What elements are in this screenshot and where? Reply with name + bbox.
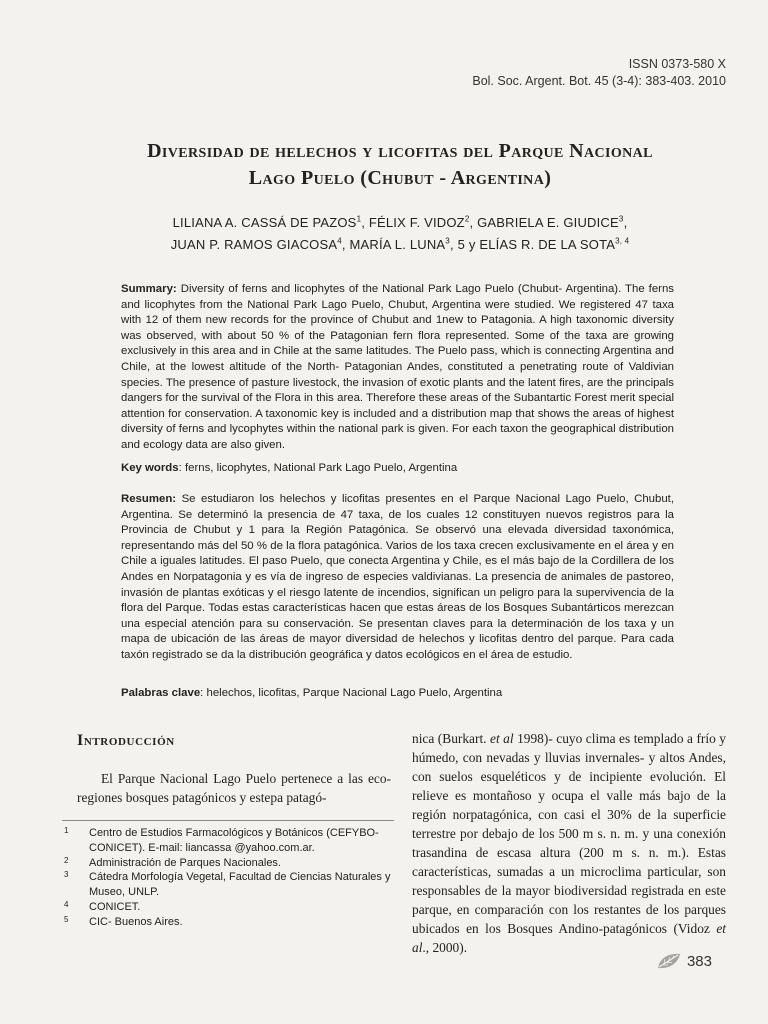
palabras-label: Palabras clave xyxy=(121,687,201,699)
key-words xyxy=(121,461,674,477)
summary-text: Diversity of ferns and licophytes of the National Park Lago Puelo (Chubut- Argentina). The ferns and licophytes from the National Park Lago Puelo, Chubut, Argentina were studied. We registered 47 taxa with 12 of them new records for the province of Chubut and 1new to Patagonia. A high taxonomic diversity was observed, with about 50 % of the Patagonian fern flora represented. Some of the taxa are growing exclusively in this area and in Chile at the same latitudes. The Puelo pass, which is connecting Argentina and Chile, at the lowest altitude of the North- Patagonian Andes, constituted a penetrating route of Valdivian species. The presence of pasture livestock, the invasion of exotic plants and the latent fires, are the principals dangers for the survival of the Flora in this area. Therefore these areas of the Subantartic Forest merit special attention for conservation. A taxonomic key is included and a distribution map that shows the areas of highest diversity of ferns and lycophytes within the national park is given. For each taxon the geographical distribution and ecology data are also given. xyxy=(121,283,674,451)
footnote-item: 3 Cátedra Morfología Vegetal, Facultad de Ciencias Naturales y Museo, UNLP. xyxy=(64,870,391,899)
resumen-label: Resumen: xyxy=(121,493,177,505)
footnote-divider xyxy=(62,820,394,821)
title-line-2: Lago Puelo (Chubut - Argentina) xyxy=(248,167,552,189)
author: ELÍAS R. DE LA SOTA$^{3, 4}$ xyxy=(479,236,630,252)
palabras-clave xyxy=(121,686,674,702)
summary-label: Summary: xyxy=(121,283,177,295)
footnote-item: 4 CONICET. xyxy=(64,899,141,913)
author-list xyxy=(80,212,720,256)
keywords-label: Key words xyxy=(121,462,179,474)
intro-paragraph-left: El Parque Nacional Lago Puelo pertenece a las eco-regiones bosques patagónicos y estepa patagó- xyxy=(77,771,391,805)
left-column xyxy=(77,732,391,807)
author: GABRIELA E. GIUDICE$^3$, xyxy=(477,214,628,230)
journal-header xyxy=(472,56,726,90)
leaf-icon xyxy=(656,951,682,971)
author: LILIANA A. CASSÁ DE PAZOS$^1$, xyxy=(172,214,369,230)
author: JUAN P. RAMOS GIACOSA$^4$, xyxy=(170,236,350,252)
author: MARÍA L. LUNA$^3$, 5 y xyxy=(349,236,480,252)
palabras-text: : helechos, licofitas, Parque Nacional Lago Puelo, Argentina xyxy=(200,687,503,699)
section-heading-introduccion: Introducción xyxy=(77,732,175,749)
title-line-1: Diversidad de helechos y licofitas del Parque Nacional xyxy=(147,140,653,162)
page-footer xyxy=(656,951,712,971)
footnote-item: 2 Administración de Parques Nacionales. xyxy=(64,855,281,869)
author: FÉLIX F. VIDOZ$^2$, xyxy=(368,214,478,230)
journal-citation: Bol. Soc. Argent. Bot. 45 (3-4): 383-403. 2010 xyxy=(472,74,726,88)
resumen-text: Se estudiaron los helechos y licofitas presentes en el Parque Nacional Lago Puelo, Chubut, Argentina. Se determinó la presencia de 47 taxa, de los cuales 12 constituyen nuevos registros para la Provincia de Chubut y 1 para la Región Patagónica. Se observó una elevada diversidad taxonómica, representando más del 50 % de la flora patagónica. Varios de los taxa crecen exclusivamente en el área y en Chile a iguales latitudes. El paso Puelo, que conecta Argentina y Chile, es el más bajo de la Cordillera de los Andes en Norpatagonia y es vía de ingreso de especies valdivianas. La presencia de animales de pastoreo, invasión de plantas exóticas y el riesgo latente de incendios, significan un peligro para la supervivencia de la flora del Parque. Todas estas características hacen que estas áreas de los Bosques Subantárticos merezcan una especial atención para su conservación. Se presentan claves para la determinación de los taxa y un mapa de ubicación de las áreas de mayor diversidad de helechos y licofitas dentro del parque. Para cada taxón registrado se da la distribución geográfica y datos ecológicos en el área de estudio. xyxy=(121,493,674,661)
article-title xyxy=(60,138,740,192)
footnote-item: 5 CIC- Buenos Aires. xyxy=(64,914,183,928)
right-column xyxy=(412,729,726,957)
intro-paragraph-right: nica (Burkart. et al 1998)- cuyo clima es templado a frío y húmedo, con nevadas y lluvias invernales- y altos Andes, con suelos esqueléticos y de incipiente evolución. El relieve es montañoso y ocupa el valle más bajo de la región norpatagónica, con casi el 30% de la superficie terrestre por debajo de los 500 m s. n. m. y una conexión trasandina de escasa altura (200 m s. n. m.). Estas características, sumadas a un microclima particular, son responsables de la mayor biodiversidad registrada en este parque, en comparación con los restantes de los parques ubicados en los Bosques Andino-patagónicos (Vidoz et al., 2000). xyxy=(412,731,726,955)
footnotes xyxy=(62,826,394,930)
page-number: 383 xyxy=(686,952,712,970)
keywords-text: : ferns, licophytes, National Park Lago Puelo, Argentina xyxy=(178,462,458,474)
resumen-abstract xyxy=(121,492,674,664)
summary-abstract xyxy=(121,282,674,454)
footnote-item: 1 Centro de Estudios Farmacológicos y Botánicos (CEFYBO-CONICET). E-mail: liancassa @yahoo.com.ar. xyxy=(64,826,379,854)
issn: ISSN 0373-580 X xyxy=(628,57,726,71)
